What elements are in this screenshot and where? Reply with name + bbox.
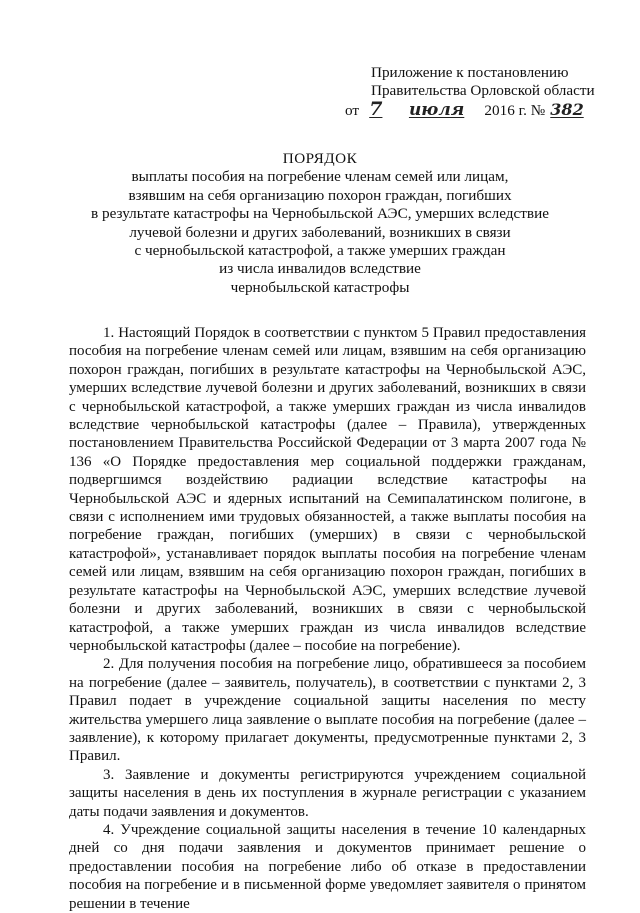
appendix-line-1: Приложение к постановлению bbox=[371, 64, 569, 81]
title-line: выплаты пособия на погребение членам семей или лицам, bbox=[131, 168, 509, 186]
document-title bbox=[0, 150, 640, 297]
appendix-date-line bbox=[345, 100, 615, 120]
paragraph-1: 1. Настоящий Порядок в соответствии с пунктом 5 Правил предоставления пособия на погребение членам семей или лицам, взявшим на себя организацию похорон граждан, погибших в результате катастрофы на Чернобыльской АЭС, умерших вследствие лучевой болезни и других заболеваний, возникших в связи с чернобыльской катастрофой, а также умерших граждан из числа инвалидов вследствие чернобыльской катастрофы (далее – Правила), утвержденных постановлением Правительства Российской Федерации от 3 марта 2007 года № 136 «О Порядке предоставления мер социальной поддержки гражданам, подвергшимся воздействию радиации вследствие катастрофы на Чернобыльской АЭС и ядерных испытаний на Семипалатинском полигоне, в связи с исполнением ими трудовых обязанностей, а также выплаты пособия на погребение граждан, погибших (умерших) в связи с чернобыльской катастрофой», устанавливает порядок выплаты пособия на погребение членам семей или лицам, взявшим на себя организацию похорон граждан, погибших в результате катастрофы на Чернобыльской АЭС, умерших вследствие лучевой болезни и других заболеваний, возникших в связи с чернобыльской катастрофой, а также умерших граждан из числа инвалидов вследствие чернобыльской катастрофы (далее – пособие на погребение). bbox=[69, 325, 586, 654]
title-line: из числа инвалидов вследствие bbox=[219, 260, 421, 278]
appendix-header bbox=[345, 64, 615, 120]
date-prefix: от bbox=[345, 102, 360, 119]
title-line: чернобыльской катастрофы bbox=[230, 278, 410, 296]
title-line: в результате катастрофы на Чернобыльской АЭС, умерших вследствие bbox=[91, 205, 549, 223]
handwritten-number: 382 bbox=[550, 100, 584, 119]
paragraph-3: 3. Заявление и документы регистрируются учреждением социальной защиты населения в день их поступления в журнале регистрации с указанием даты подачи заявления и документов. bbox=[69, 766, 586, 820]
title-line: лучевой болезни и других заболеваний, возникших в связи bbox=[129, 223, 511, 241]
paragraph-2: 2. Для получения пособия на погребение лицо, обратившееся за пособием на погребение (далее – заявитель, получатель), в соответствии с пунктами 2, 3 Правил подает в учреждение социальной защиты населения по месту жительства умершего лица заявление о выплате пособия на погребение (далее – заявление), к которому прилагает документы, предусмотренные пунктами 2, 3 Правил. bbox=[69, 656, 586, 765]
year-number-label: 2016 г. № bbox=[484, 102, 546, 119]
handwritten-day: 7 bbox=[369, 98, 383, 120]
document-body bbox=[69, 324, 586, 913]
title-line: с чернобыльской катастрофой, а также умерших граждан bbox=[134, 242, 506, 260]
paragraph-4: 4. Учреждение социальной защиты населения в течение 10 календарных дней со дня подачи заявления и документов принимает решение о предоставлении пособия на погребение либо об отказе в предоставлении пособия на погребение и в письменной форме уведомляет заявителя о принятом решении в течение bbox=[69, 821, 586, 912]
title-heading: ПОРЯДОК bbox=[282, 150, 358, 167]
appendix-line-2: Правительства Орловской области bbox=[371, 82, 595, 99]
handwritten-month: июля bbox=[408, 100, 465, 120]
title-line: взявшим на себя организацию похорон граждан, погибших bbox=[128, 186, 512, 204]
